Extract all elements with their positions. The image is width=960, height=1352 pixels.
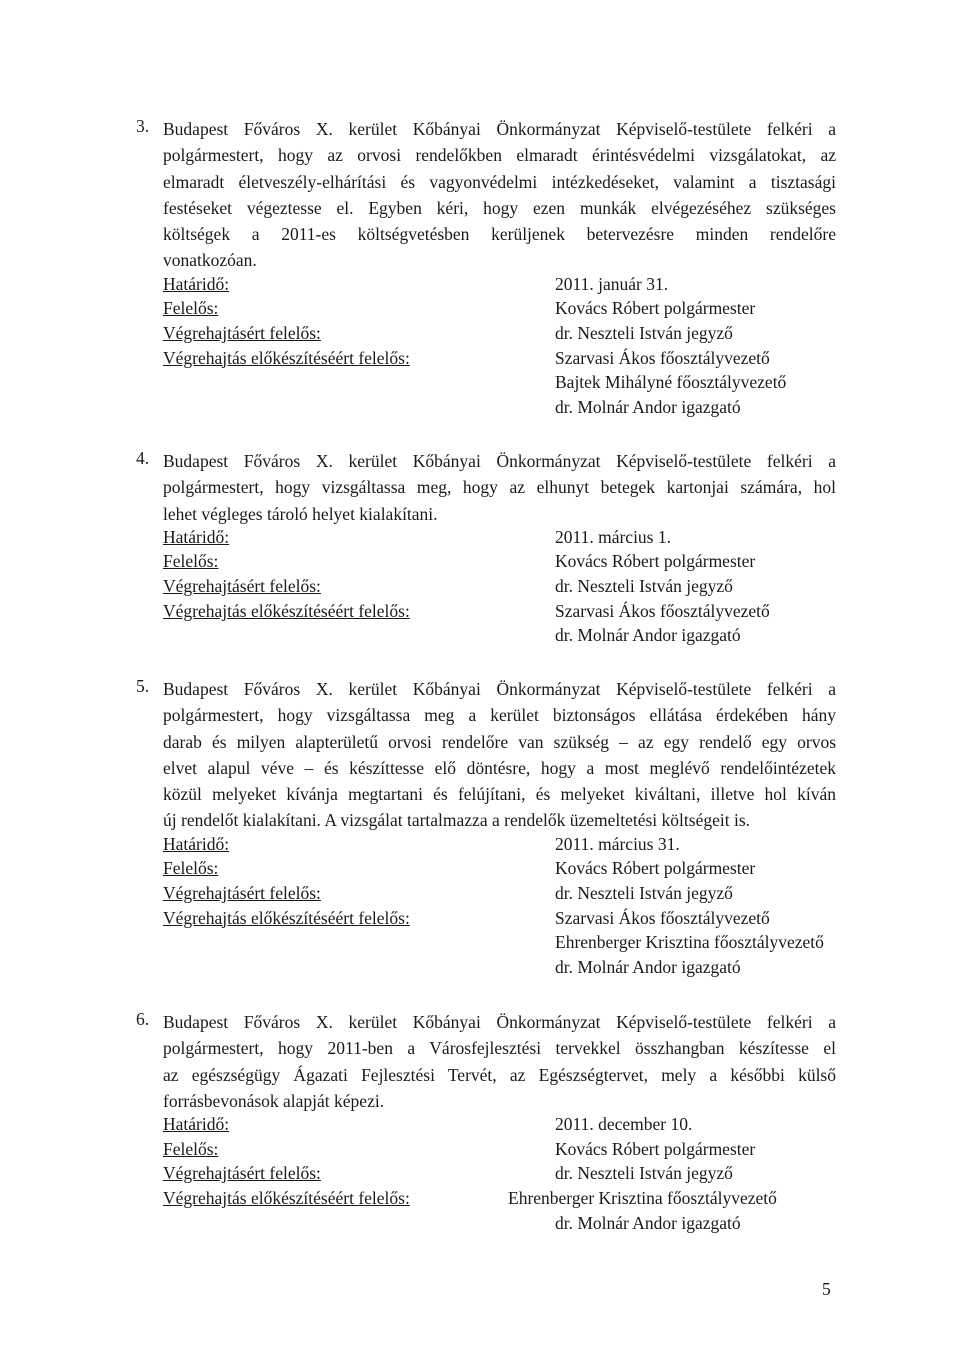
responsible-label: Felelős: xyxy=(163,551,219,572)
execution-row xyxy=(163,1163,836,1188)
preparation-value: dr. Molnár Andor igazgató xyxy=(555,396,741,417)
deadline-row xyxy=(163,834,836,859)
deadline-label: Határidő: xyxy=(163,1114,230,1135)
preparation-label: Végrehajtás előkészítéséért felelős: xyxy=(163,600,410,621)
responsible-row xyxy=(163,551,836,576)
execution-label: Végrehajtásért felelős: xyxy=(163,322,321,343)
deadline-value: 2011. március 1. xyxy=(555,526,671,547)
deadline-value: 2011. március 31. xyxy=(555,833,680,854)
item-text xyxy=(163,676,836,834)
resolution-item-5 xyxy=(136,676,836,981)
deadline-row xyxy=(163,1114,836,1139)
execution-row xyxy=(163,883,836,908)
preparation-row xyxy=(163,348,836,373)
text-line: lehet végleges tároló helyet kialakítani. xyxy=(163,503,438,524)
execution-label: Végrehajtásért felelős: xyxy=(163,1163,321,1184)
resolution-item-6 xyxy=(136,1009,836,1237)
preparation-row-extra xyxy=(163,932,836,957)
preparation-row-extra xyxy=(163,625,836,650)
deadline-label: Határidő: xyxy=(163,273,230,294)
preparation-value: Ehrenberger Krisztina főosztályvezető xyxy=(508,1187,777,1208)
responsible-row xyxy=(163,858,836,883)
deadline-row xyxy=(163,274,836,299)
text-line: Budapest Főváros X. kerület Kőbányai Önkormányzat Képviselő-testülete felkéri a xyxy=(163,451,836,471)
preparation-value: Bajtek Mihályné főosztályvezető xyxy=(555,372,787,393)
responsible-value: Kovács Róbert polgármester xyxy=(555,858,756,879)
text-line: Budapest Főváros X. kerület Kőbányai Önkormányzat Képviselő-testülete felkéri a xyxy=(163,1012,836,1032)
responsible-value: Kovács Róbert polgármester xyxy=(555,551,756,572)
execution-row xyxy=(163,576,836,601)
preparation-label: Végrehajtás előkészítéséért felelős: xyxy=(163,1187,410,1208)
responsible-row xyxy=(163,1139,836,1164)
text-line: költségek a 2011-es költségvetésben kerüljenek betervezésre minden rendelőre xyxy=(163,224,836,245)
preparation-value: dr. Molnár Andor igazgató xyxy=(555,956,741,977)
text-line: forrásbevonások alapját képezi. xyxy=(163,1090,385,1111)
item-text xyxy=(163,116,836,274)
deadline-label: Határidő: xyxy=(163,833,230,854)
text-line: festéseket végeztesse el. Egyben kéri, hogy ezen munkák elvégezéséhez szükséges xyxy=(163,197,836,218)
preparation-value: dr. Molnár Andor igazgató xyxy=(555,625,741,646)
preparation-row-extra xyxy=(163,1213,836,1238)
responsible-value: Kovács Róbert polgármester xyxy=(555,298,756,319)
text-line: az egészségügy Ágazati Fejlesztési Tervét, az Egészségtervet, mely a későbbi külső xyxy=(163,1064,836,1085)
deadline-label: Határidő: xyxy=(163,526,230,547)
resolution-item-4 xyxy=(136,448,836,650)
preparation-value: Szarvasi Ákos főosztályvezető xyxy=(555,600,770,621)
preparation-row xyxy=(163,601,836,626)
deadline-value: 2011. december 10. xyxy=(555,1114,693,1135)
preparation-label: Végrehajtás előkészítéséért felelős: xyxy=(163,907,410,928)
preparation-value: Szarvasi Ákos főosztályvezető xyxy=(555,347,770,368)
execution-row xyxy=(163,323,836,348)
preparation-label: Végrehajtás előkészítéséért felelős: xyxy=(163,347,410,368)
item-number: 4. xyxy=(136,448,150,468)
responsible-row xyxy=(163,298,836,323)
preparation-value: Ehrenberger Krisztina főosztályvezető xyxy=(555,932,824,953)
preparation-row-extra xyxy=(163,957,836,982)
execution-value: dr. Neszteli István jegyző xyxy=(555,322,733,343)
responsible-label: Felelős: xyxy=(163,1138,219,1159)
resolution-item-3 xyxy=(136,116,836,421)
execution-label: Végrehajtásért felelős: xyxy=(163,576,321,597)
preparation-value: dr. Molnár Andor igazgató xyxy=(555,1212,741,1233)
item-text xyxy=(163,1009,836,1114)
execution-label: Végrehajtásért felelős: xyxy=(163,882,321,903)
execution-value: dr. Neszteli István jegyző xyxy=(555,882,733,903)
execution-value: dr. Neszteli István jegyző xyxy=(555,576,733,597)
page-number: 5 xyxy=(822,1279,831,1299)
text-line: polgármestert, hogy az orvosi rendelőkben elmaradt érintésvédelmi vizsgálatokat, az xyxy=(163,145,836,166)
text-line: Budapest Főváros X. kerület Kőbányai Önkormányzat Képviselő-testülete felkéri a xyxy=(163,679,836,699)
text-line: elmaradt életveszély-elhárítási és vagyonvédelmi intézkedéseket, valamint a tisztasági xyxy=(163,171,836,192)
preparation-row xyxy=(163,908,836,933)
preparation-value: Szarvasi Ákos főosztályvezető xyxy=(555,907,770,928)
preparation-row-extra xyxy=(163,372,836,397)
execution-value: dr. Neszteli István jegyző xyxy=(555,1163,733,1184)
text-line: polgármestert, hogy 2011-ben a Városfejlesztési tervekkel összhangban készítesse el xyxy=(163,1038,836,1059)
item-number: 3. xyxy=(136,116,150,136)
deadline-row xyxy=(163,527,836,552)
responsible-label: Felelős: xyxy=(163,858,219,879)
preparation-row-extra xyxy=(163,397,836,422)
text-line: polgármestert, hogy vizsgáltassa meg a kerület biztonságos ellátása érdekében hány xyxy=(163,705,836,726)
text-line: vonatkozóan. xyxy=(163,250,257,271)
preparation-row xyxy=(163,1188,836,1213)
text-line: új rendelőt kialakítani. A vizsgálat tartalmazza a rendelők üzemeltetési költségeit is. xyxy=(163,810,751,831)
responsible-value: Kovács Róbert polgármester xyxy=(555,1138,756,1159)
text-line: polgármestert, hogy vizsgáltassa meg, hogy az elhunyt betegek kartonjai számára, hol xyxy=(163,477,836,498)
text-line: közül melyeket kívánja megtartani és felújítani, és melyeket kiváltani, illetve hol kíván xyxy=(163,784,836,805)
deadline-value: 2011. január 31. xyxy=(555,273,669,294)
text-line: darab és milyen alapterületű orvosi rendelőre van szükség – az egy rendelő egy orvos xyxy=(163,731,836,752)
item-text xyxy=(163,448,836,527)
item-number: 5. xyxy=(136,676,150,696)
text-line: elvet alapul véve – és készíttesse elő döntésre, hogy a most meglévő rendelőintézetek xyxy=(163,757,836,778)
responsible-label: Felelős: xyxy=(163,298,219,319)
item-number: 6. xyxy=(136,1009,150,1029)
text-line: Budapest Főváros X. kerület Kőbányai Önkormányzat Képviselő-testülete felkéri a xyxy=(163,119,836,139)
